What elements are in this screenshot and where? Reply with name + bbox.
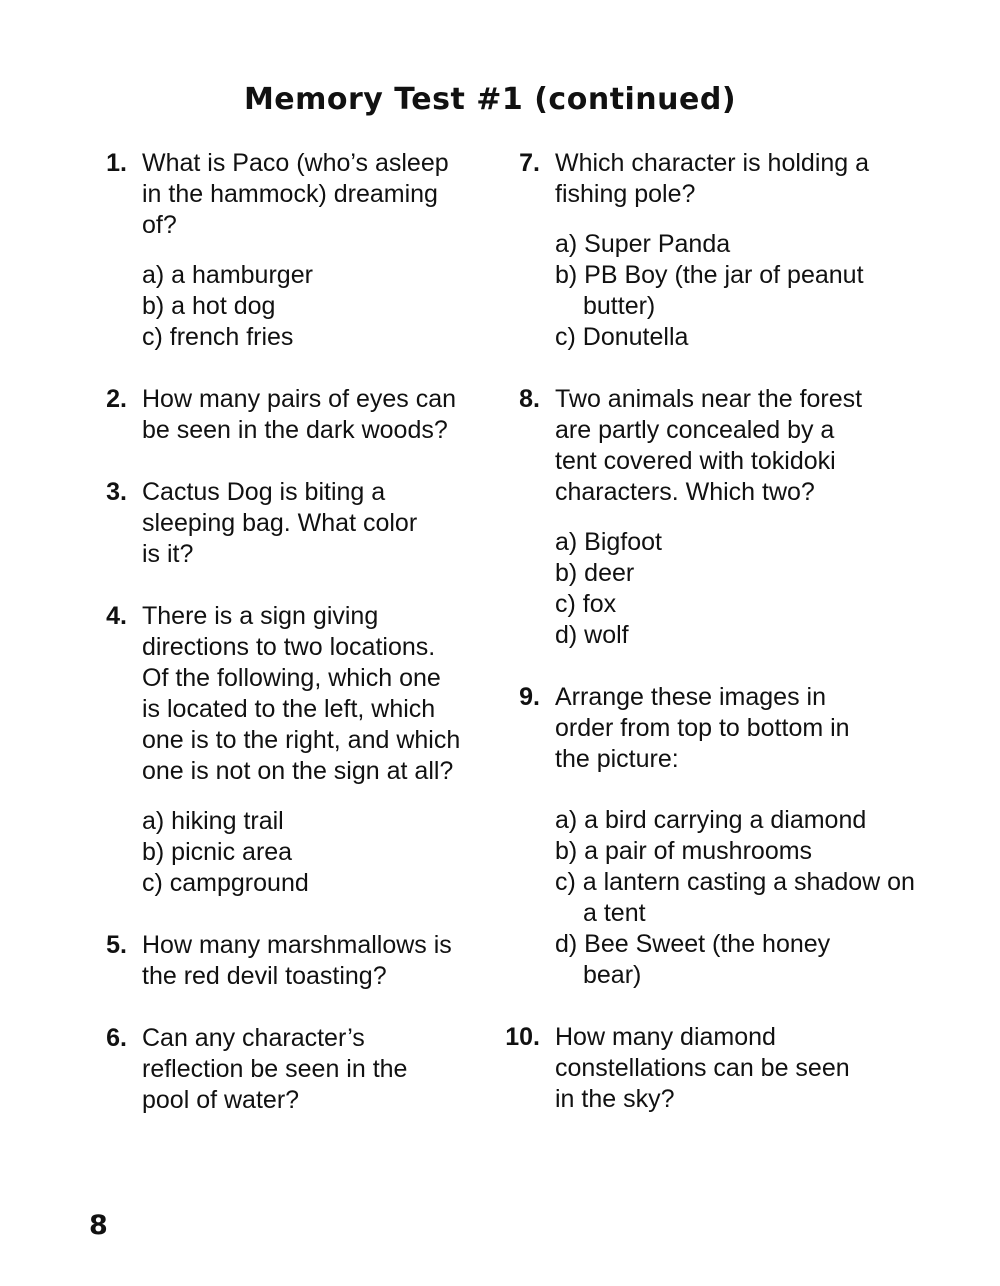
question-5 [102, 930, 482, 992]
question-line: of? [142, 211, 177, 239]
question-line: How many pairs of eyes can [142, 385, 457, 413]
question-number: 4. [106, 602, 127, 630]
answer-option: c) french fries [142, 323, 294, 351]
question-line: What is Paco (who’s asleep [142, 149, 449, 177]
question-number: 10. [505, 1023, 540, 1051]
question-number: 3. [106, 478, 127, 506]
answer-options [142, 806, 482, 899]
answer-option: a) a bird carrying a diamond [555, 806, 867, 834]
question-3 [102, 477, 482, 570]
question-line: the red devil toasting? [142, 962, 387, 990]
question-line: characters. Which two? [555, 478, 815, 506]
question-9 [500, 682, 915, 991]
question-text [142, 477, 482, 570]
question-6 [102, 1023, 482, 1116]
question-line: one is not on the sign at all? [142, 757, 454, 785]
answer-options [555, 805, 923, 991]
question-text [142, 601, 482, 787]
answer-option: b) a hot dog [142, 292, 276, 320]
answer-option: b) deer [555, 559, 635, 587]
question-line: reflection be seen in the [142, 1055, 408, 1083]
question-number: 2. [106, 385, 127, 413]
question-line: be seen in the dark woods? [142, 416, 448, 444]
question-text [555, 682, 923, 775]
question-line: the picture: [555, 745, 679, 773]
question-number: 7. [519, 149, 540, 177]
question-line: directions to two locations. [142, 633, 436, 661]
answer-option: a) Bigfoot [555, 528, 663, 556]
answer-options [555, 527, 900, 651]
question-line: There is a sign giving [142, 602, 379, 630]
question-line: in the sky? [555, 1085, 675, 1113]
answer-option: a) hiking trail [142, 807, 284, 835]
question-text [555, 1022, 900, 1115]
question-line: How many marshmallows is [142, 931, 452, 959]
answer-option: c) campground [142, 869, 309, 897]
question-text [555, 384, 900, 508]
answer-option: c) fox [555, 590, 617, 618]
question-text [142, 148, 482, 241]
question-7 [500, 148, 900, 353]
question-line: Can any character’s [142, 1024, 365, 1052]
page-title: Memory Test #1 (continued) [243, 82, 737, 117]
question-line: are partly concealed by a [555, 416, 835, 444]
question-text [142, 930, 482, 992]
answer-option: a) Super Panda [555, 230, 731, 258]
question-number: 8. [519, 385, 540, 413]
question-line: in the hammock) dreaming [142, 180, 438, 208]
question-line: is located to the left, which [142, 695, 436, 723]
question-line: order from top to bottom in [555, 714, 850, 742]
answer-option: d) Bee Sweet (the honey bear) [555, 930, 831, 989]
question-line: Arrange these images in [555, 683, 826, 711]
answer-option: c) a lantern casting a shadow on a tent [555, 868, 915, 927]
answer-options [555, 229, 903, 353]
page-number: 8 [89, 1210, 108, 1241]
question-line: Two animals near the forest [555, 385, 863, 413]
question-line: Which character is holding a [555, 149, 870, 177]
answer-option: b) PB Boy (the jar of peanut butter) [555, 261, 864, 320]
question-8 [500, 384, 900, 651]
question-line: Of the following, which one [142, 664, 441, 692]
question-line: is it? [142, 540, 194, 568]
question-text [142, 384, 482, 446]
question-text [555, 148, 903, 210]
question-4 [102, 601, 482, 899]
question-line: constellations can be seen [555, 1054, 850, 1082]
question-line: Cactus Dog is biting a [142, 478, 386, 506]
answer-option: d) wolf [555, 621, 629, 649]
question-1 [102, 148, 482, 353]
question-number: 9. [519, 683, 540, 711]
question-10 [500, 1022, 900, 1115]
answer-option: c) Donutella [555, 323, 689, 351]
answer-option: b) a pair of mushrooms [555, 837, 813, 865]
answer-option: a) a hamburger [142, 261, 313, 289]
question-number: 1. [106, 149, 127, 177]
question-line: pool of water? [142, 1086, 300, 1114]
question-line: sleeping bag. What color [142, 509, 418, 537]
question-line: fishing pole? [555, 180, 696, 208]
answer-options [142, 260, 482, 353]
question-2 [102, 384, 482, 446]
answer-option: b) picnic area [142, 838, 293, 866]
question-text [142, 1023, 482, 1116]
left-column [102, 148, 482, 1116]
question-line: How many diamond [555, 1023, 776, 1051]
question-number: 5. [106, 931, 127, 959]
right-column [500, 148, 915, 1115]
question-line: tent covered with tokidoki [555, 447, 836, 475]
question-line: one is to the right, and which [142, 726, 461, 754]
question-number: 6. [106, 1024, 127, 1052]
